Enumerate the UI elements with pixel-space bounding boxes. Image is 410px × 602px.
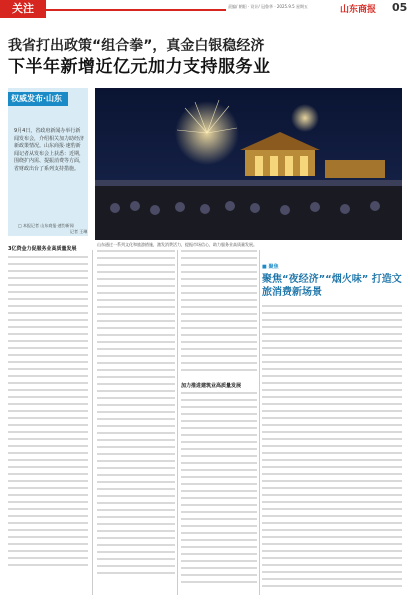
lead-box	[8, 88, 88, 236]
newspaper-brand: 山东商报	[340, 5, 377, 15]
lead-paragraph: 9月4日，省政府新闻办举行新闻发布会，介绍相关加力助经济新政策情况。山东商报·速豹新闻记者从发布会上获悉：近期，围绕扩内需、提振消费等方面，省财政出台了系列支持措施。	[14, 128, 85, 172]
page-header	[0, 0, 410, 18]
body-column-3b	[181, 392, 257, 588]
page-number: 05	[392, 1, 408, 14]
column-divider	[177, 250, 178, 595]
body-column-2	[97, 250, 175, 579]
body-column-3a	[181, 250, 257, 376]
lead-box-label: 权威发布·山东	[8, 92, 68, 106]
photo-caption: 山东通过一系列文化和旅游措施，激发消费活力，提振市场信心，助力服务业高质量发展。	[97, 242, 257, 247]
column-divider	[92, 250, 93, 595]
focus-label: ■ 聚焦	[262, 264, 279, 270]
reporter-byline: □ 本报记者 山东商报·速豹新闻	[18, 223, 74, 228]
night-fireworks-photo	[95, 88, 402, 240]
section-tag: 关注	[0, 0, 46, 18]
page-meta: 责编/ 朝阳 · 设计/ 冠鲁华 · 2025.9.5 星期五	[228, 4, 308, 9]
article-kicker: 我省打出政策“组合拳”，真金白银稳经济	[8, 38, 265, 54]
header-divider	[46, 9, 226, 11]
article-headline: 下半年新增近亿元加力支持服务业	[8, 57, 271, 77]
subhead-construction: 加力推进建筑业高质量发展	[181, 383, 242, 389]
subhead-services: 3亿资金力促服务业高质量发展	[8, 246, 77, 252]
body-column-1	[8, 256, 88, 571]
right-column-title: 聚焦“夜经济”“烟火味” 打造文旅消费新场景	[262, 274, 402, 298]
editor-byline: 记者 王琳	[70, 229, 88, 234]
body-column-right	[262, 305, 402, 592]
column-divider	[259, 250, 260, 595]
